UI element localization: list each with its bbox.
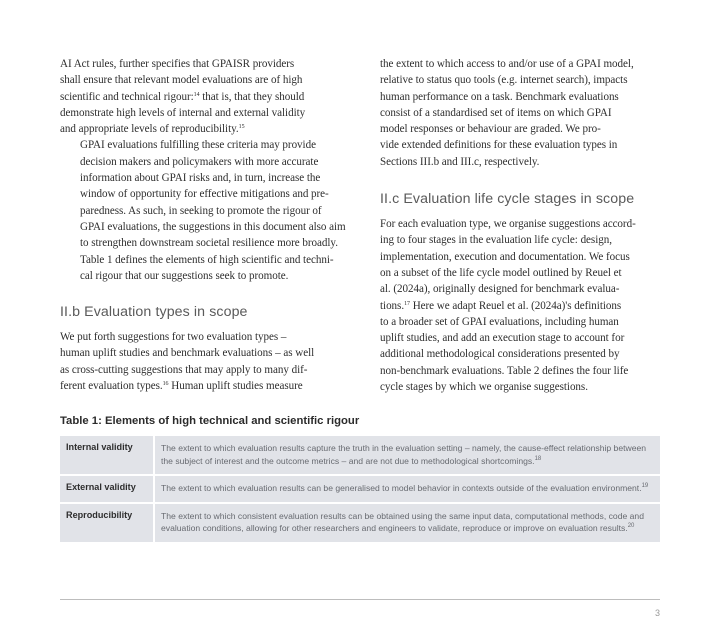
left-paragraph-2 [60, 137, 346, 284]
definition-text: The extent to which evaluation results can be generalised to model behavior in contexts outside of the evaluation environment. [161, 483, 642, 493]
text-line: non-benchmark evaluations. Table 2 defines the four life [380, 364, 629, 377]
section-heading-life-cycle-stages: II.c Evaluation life cycle stages in scope [380, 191, 635, 208]
text-line: For each evaluation type, we organise suggestions accord- [380, 218, 636, 231]
text-line: AI Act rules, further specifies that GPAISR providers [60, 58, 295, 70]
text-line: to a broader set of GPAI evaluations, including human [380, 315, 619, 328]
text-run: and appropriate levels of reproducibility. [60, 123, 239, 136]
text-line: on a subset of the life cycle model outlined by Reuel et [380, 266, 622, 279]
left-column [60, 56, 346, 394]
left-paragraph-1 [60, 56, 340, 137]
text-line: human performance on a task. Benchmark evaluations [380, 90, 619, 103]
section-heading-evaluation-types: II.b Evaluation types in scope [60, 304, 248, 321]
table-term: Internal validity [60, 436, 154, 475]
text-line: human uplift studies and benchmark evaluations – as well [60, 347, 315, 360]
text-line: information about GPAI risks and, in turn, increase the [80, 172, 321, 185]
text-line: relative to status quo tools (e.g. internet search), impacts [380, 74, 628, 87]
text-run: Human uplift studies measure [168, 380, 303, 393]
table-caption: Table 1: Elements of high technical and scientific rigour [60, 415, 360, 427]
footnote-marker[interactable]: 14 [193, 91, 200, 98]
text-line: Sections III.b and III.c, respectively. [380, 155, 540, 168]
text-line: shall ensure that relevant model evaluations are of high [60, 74, 303, 87]
text-line: cycle stages by which we organise suggestions. [380, 381, 588, 394]
rigour-elements-table [60, 436, 660, 542]
text-run: Here we adapt Reuel et al. (2024a)'s definitions [409, 299, 622, 312]
table-row [60, 436, 660, 475]
footnote-marker[interactable]: 16 [162, 381, 169, 388]
footer-divider [60, 599, 660, 600]
text-line: as cross-cutting suggestions that may apply to many dif- [60, 363, 308, 376]
text-line: decision makers and policymakers with more accurate [80, 155, 319, 168]
text-line: to strengthen downstream societal resilience more broadly. [80, 237, 338, 250]
table-definition [154, 503, 660, 542]
text-run: that is, that they should [199, 90, 305, 103]
text-run: tions. [380, 299, 405, 312]
section-b-paragraph [60, 329, 340, 394]
footnote-marker[interactable]: 19 [641, 483, 649, 489]
table-row [60, 475, 660, 503]
text-line: model responses or behaviour are graded. We pro- [380, 123, 601, 136]
text-line: GPAI evaluations fulfilling these criteria may provide [80, 139, 316, 152]
table-row [60, 503, 660, 542]
text-line: consist of a standardised set of items on which GPAI [380, 106, 612, 119]
table-definition [154, 436, 660, 475]
text-line [60, 378, 340, 394]
text-line: window of opportunity for effective mitigations and pre- [80, 188, 329, 201]
table-definition [154, 475, 660, 503]
text-line: al. (2024a), originally designed for benchmark evalua- [380, 283, 620, 296]
text-run: scientific and technical rigour: [60, 90, 194, 103]
text-line: vide extended definitions for these evaluation types in [380, 139, 618, 152]
text-line: GPAI evaluations, the suggestions in this document also aim [80, 220, 346, 233]
definition-text: The extent to which evaluation results capture the truth in the evaluation setting – namely, the cause-effect relationship between the subject of interest and the outcome metrics – and are not due to methodological shortcomings. [161, 443, 647, 466]
text-line [60, 121, 340, 137]
definition-text: The extent to which consistent evaluation results can be obtained using the same input data, computational methods, code and evaluation conditions, allowing for other researchers and engineers to validate, reproduce or improve on evaluation results. [161, 510, 644, 533]
text-line: paredness. As such, in seeking to promote the rigour of [80, 204, 322, 217]
text-line: We put forth suggestions for two evaluation types – [60, 331, 287, 344]
footnote-marker[interactable]: 20 [627, 523, 635, 529]
text-run: ferent evaluation types. [60, 380, 163, 393]
text-line: uplift studies, and add an execution stage to account for [380, 332, 625, 345]
table-term: Reproducibility [60, 503, 154, 542]
text-line: cal rigour that our suggestions seek to promote. [80, 269, 289, 282]
section-c-paragraph [380, 216, 660, 395]
footnote-marker[interactable]: 17 [404, 300, 410, 307]
text-line: the extent to which access to and/or use of a GPAI model, [380, 58, 634, 70]
right-paragraph-1 [380, 56, 660, 170]
text-line: ing to four stages in the evaluation life cycle: design, [380, 234, 612, 247]
footnote-marker[interactable]: 18 [534, 455, 542, 462]
footnote-marker[interactable]: 15 [238, 124, 245, 131]
right-column [380, 56, 660, 395]
text-line [60, 89, 340, 105]
table-term: External validity [60, 475, 154, 503]
text-line [380, 298, 660, 314]
page-number: 3 [654, 608, 660, 618]
text-line: implementation, execution and documentation. We focus [380, 250, 630, 263]
text-line: additional methodological considerations presented by [380, 348, 620, 361]
text-line: demonstrate high levels of internal and external validity [60, 106, 306, 119]
text-line: Table 1 defines the elements of high scientific and techni- [80, 253, 334, 266]
